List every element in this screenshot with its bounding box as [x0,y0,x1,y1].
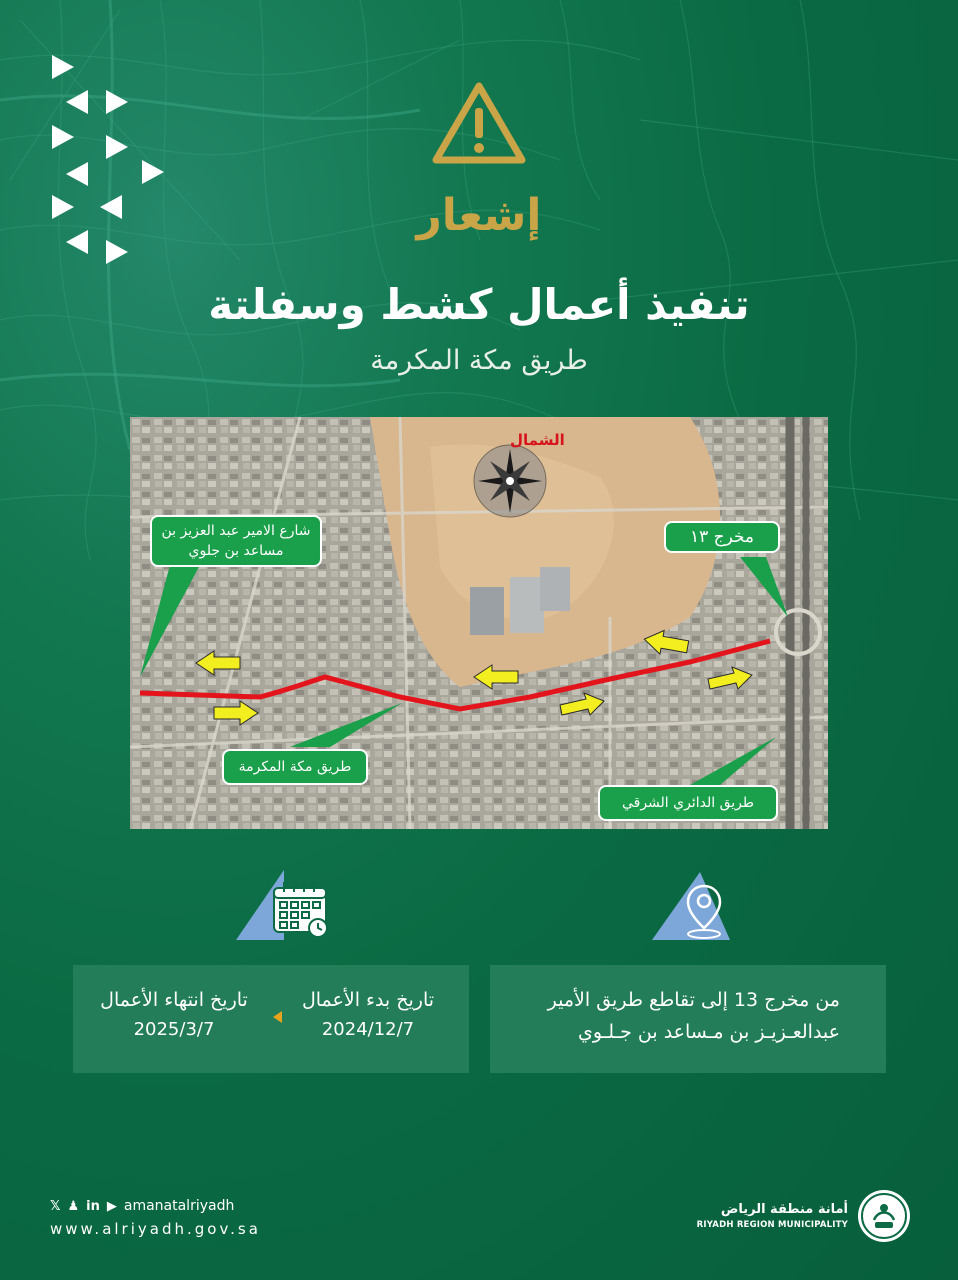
organization-logo [697,1190,910,1242]
date-separator-arrow-icon [273,1011,282,1023]
x-icon[interactable]: 𝕏 [50,1198,61,1214]
end-date-group [89,989,259,1040]
social-links [50,1198,261,1214]
footer-contact [50,1198,261,1238]
dates-info-box [73,965,469,1073]
callout-prince-street-text: شارع الامير عبد العزيز بن مساعد بن جلوي [161,523,311,559]
callout-makkah-road-text: طريق مكة المكرمة [238,759,352,775]
route-text-line2: عبدالعـزيـز بن مـساعد بن جـلـوي [578,1021,840,1043]
compass-icon [474,445,546,517]
start-date-group [293,989,443,1040]
calendar-icon [234,868,334,942]
callout-exit-13-text: مخرج ١٣ [689,527,755,547]
callout-exit-13 [664,521,780,553]
organization-name [697,1202,848,1230]
organization-name-ar: أمانة منطقة الرياض [720,1202,848,1217]
social-handle[interactable]: amanatalriyadh [123,1198,235,1214]
warning-triangle-icon [430,80,528,168]
callout-eastern-ring-road-text: طريق الدائري الشرقي [621,795,755,811]
end-date-label: تاريخ انتهاء الأعمال [100,989,248,1011]
route-info-box [490,965,886,1073]
route-text-line1: من مخرج 13 إلى تقاطع طريق الأمير [547,989,840,1011]
linkedin-icon[interactable]: in [86,1198,100,1214]
organization-name-en: RIYADH REGION MUNICIPALITY [696,1220,848,1230]
snapchat-icon[interactable]: ♟ [67,1198,80,1214]
municipality-seal-icon [858,1190,910,1242]
road-name-subtitle: طريق مكة المكرمة [370,345,588,376]
notice-label: إشعار [416,190,542,241]
youtube-icon[interactable]: ▶ [106,1198,117,1214]
start-date-label: تاريخ بدء الأعمال [301,989,435,1011]
location-pin-icon [652,870,732,942]
start-date-value: 2024/12/7 [321,1019,415,1040]
end-date-value: 2025/3/7 [133,1019,215,1040]
callout-makkah-road [222,749,368,785]
page-title: تنفيذ أعمال كشط وسفلتة [208,280,750,329]
website-link[interactable]: www.alriyadh.gov.sa [50,1220,261,1238]
callout-eastern-ring-road [598,785,778,821]
north-label: الشمال [510,431,565,449]
callout-prince-street [150,515,322,567]
route-map [130,417,828,829]
